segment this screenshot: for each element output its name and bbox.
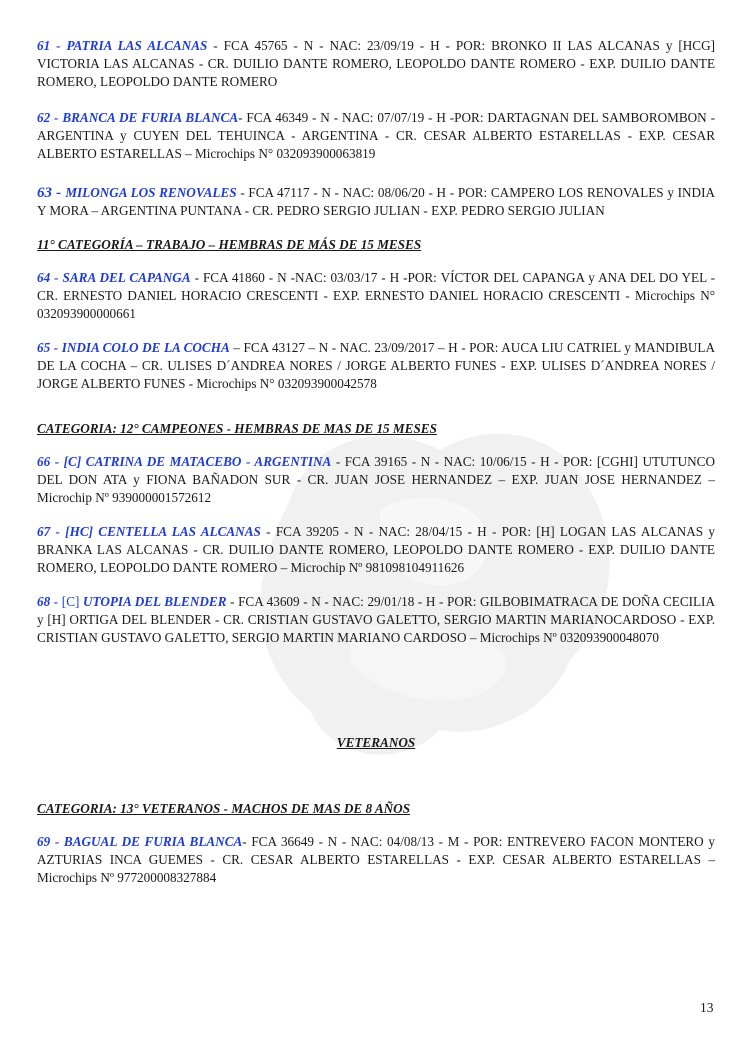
animal-name: SARA DEL CAPANGA [62, 270, 191, 285]
entry-details: – FCA 43127 – N - NAC. 23/09/2017 – H - POR: AUCA LIU CATRIEL y MANDIBULA DE LA COCHA – CR. ULISES D´ANDREA NORES / JORGE ALBERTO FUNES - EXP. ULISES D´ANDREA NORES / JORGE ALBERTO FUNES - Microchips N° 032093900042578 [37, 340, 715, 391]
entry-number: 61 - [37, 38, 67, 53]
entry-62 [37, 109, 715, 163]
entry-66 [37, 453, 715, 507]
document-content [37, 37, 715, 887]
entry-details: - FCA 39205 - N - NAC: 28/04/15 - H - POR: [H] LOGAN LAS ALCANAS y BRANKA LAS ALCANAS - CR. DUILIO DANTE ROMERO, LEOPOLDO DANTE ROMERO - EXP. DUILIO DANTE ROMERO, LEOPOLDO DANTE ROMERO – Microchip Nº 981098104911626 [37, 524, 715, 575]
entry-65 [37, 339, 715, 393]
entry-number: 65 - [37, 340, 62, 355]
veteranos-heading: VETERANOS [336, 735, 416, 750]
entry-69 [37, 833, 715, 887]
entry-details: - FCA 45765 - N - NAC: 23/09/19 - H - POR: BRONKO II LAS ALCANAS y [HCG] VICTORIA LAS ALCANAS - CR. DUILIO DANTE ROMERO, LEOPOLDO DANTE ROMERO - EXP. DUILIO DANTE ROMERO, LEOPOLDO DANTE ROMERO [37, 38, 715, 89]
page-number: 13 [700, 1000, 714, 1015]
entry-number: 63 - [37, 185, 66, 201]
entry-number: 67 - [37, 524, 66, 539]
entry-details: - FCA 39165 - N - NAC: 10/06/15 - H - POR: [CGHI] UTUTUNCO DEL DON ATA y FIONA BAÑADON SUR - CR. JUAN JOSE HERNANDEZ – EXP. JUAN JOSE HERNANDEZ – Microchip Nº 939000001572612 [37, 454, 715, 505]
entry-number: 68 - [37, 594, 62, 609]
entry-details: - FCA 43609 - N - NAC: 29/01/18 - H - POR: GILBOBIMATRACA DE DOÑA CECILIA y [H] ORTIGA DEL BLENDER - CR. CRISTIAN GUSTAVO GALETTO, SERGIO MARTIN MARIANOCARDOSO - EXP. CRISTIAN GUSTAVO GALETTO, SERGIO MARTIN MARIANO CARDOSO – Microchips Nº 032093900048070 [37, 594, 715, 645]
entry-67 [37, 523, 715, 577]
entry-number: 66 - [37, 454, 64, 469]
category-13-heading: CATEGORIA: 13° VETERANOS - MACHOS DE MAS DE 8 AÑOS [37, 801, 411, 816]
entry-68 [37, 593, 715, 647]
animal-name: PATRIA LAS ALCANAS [66, 38, 208, 53]
animal-name: BRANCA DE FURIA BLANCA [62, 110, 239, 125]
entry-details: - FCA 46349 - N - NAC: 07/07/19 - H -POR: DARTAGNAN DEL SAMBOROMBON - ARGENTINA y CUYEN DEL TEHUINCA - ARGENTINA - CR. CESAR ALBERTO ESTARELLAS - EXP. CESAR ALBERTO ESTARELLAS – Microchips N° 032093900063819 [37, 110, 715, 161]
entry-number: 69 - [37, 834, 64, 849]
entry-details: - FCA 47117 - N - NAC: 08/06/20 - H - POR: CAMPERO LOS RENOVALES y INDIA Y MORA – ARGENTINA PUNTANA - CR. PEDRO SERGIO JULIAN - EXP. PEDRO SERGIO JULIAN [37, 185, 715, 218]
entry-details: - FCA 36649 - N - NAC: 04/08/13 - M - POR: ENTREVERO FACON MONTERO y AZTURIAS INCA GUEMES - CR. CESAR ALBERTO ESTARELLAS - EXP. CESAR ALBERTO ESTARELLAS – Microchips Nº 977200008327884 [37, 834, 715, 885]
entry-64 [37, 269, 715, 323]
entry-63 [37, 184, 715, 220]
category-11-heading: 11° CATEGORÍA – TRABAJO – HEMBRAS DE MÁS DE 15 MESES [37, 237, 422, 252]
animal-name: MILONGA LOS RENOVALES [65, 185, 237, 200]
entry-61 [37, 37, 715, 91]
animal-name: [C] CATRINA DE MATACEBO - ARGENTINA [63, 454, 332, 469]
entry-number: 64 - [37, 270, 63, 285]
animal-name: BAGUAL DE FURIA BLANCA [63, 834, 243, 849]
entry-prefix: [C] [61, 594, 83, 609]
entry-details: - FCA 41860 - N -NAC: 03/03/17 - H -POR: VÍCTOR DEL CAPANGA y ANA DEL DO YEL - CR. ERNESTO DANIEL HORACIO CRESCENTI - EXP. ERNESTO DANIEL HORACIO CRESCENTI - Microchips N° 032093900000661 [37, 270, 715, 321]
entry-number: 62 - [37, 110, 63, 125]
animal-name: [HC] CENTELLA LAS ALCANAS [65, 524, 261, 539]
category-12-heading: CATEGORIA: 12° CAMPEONES - HEMBRAS DE MAS DE 15 MESES [37, 421, 437, 436]
animal-name: INDIA COLO DE LA COCHA [61, 340, 230, 355]
animal-name: UTOPIA DEL BLENDER [82, 594, 227, 609]
